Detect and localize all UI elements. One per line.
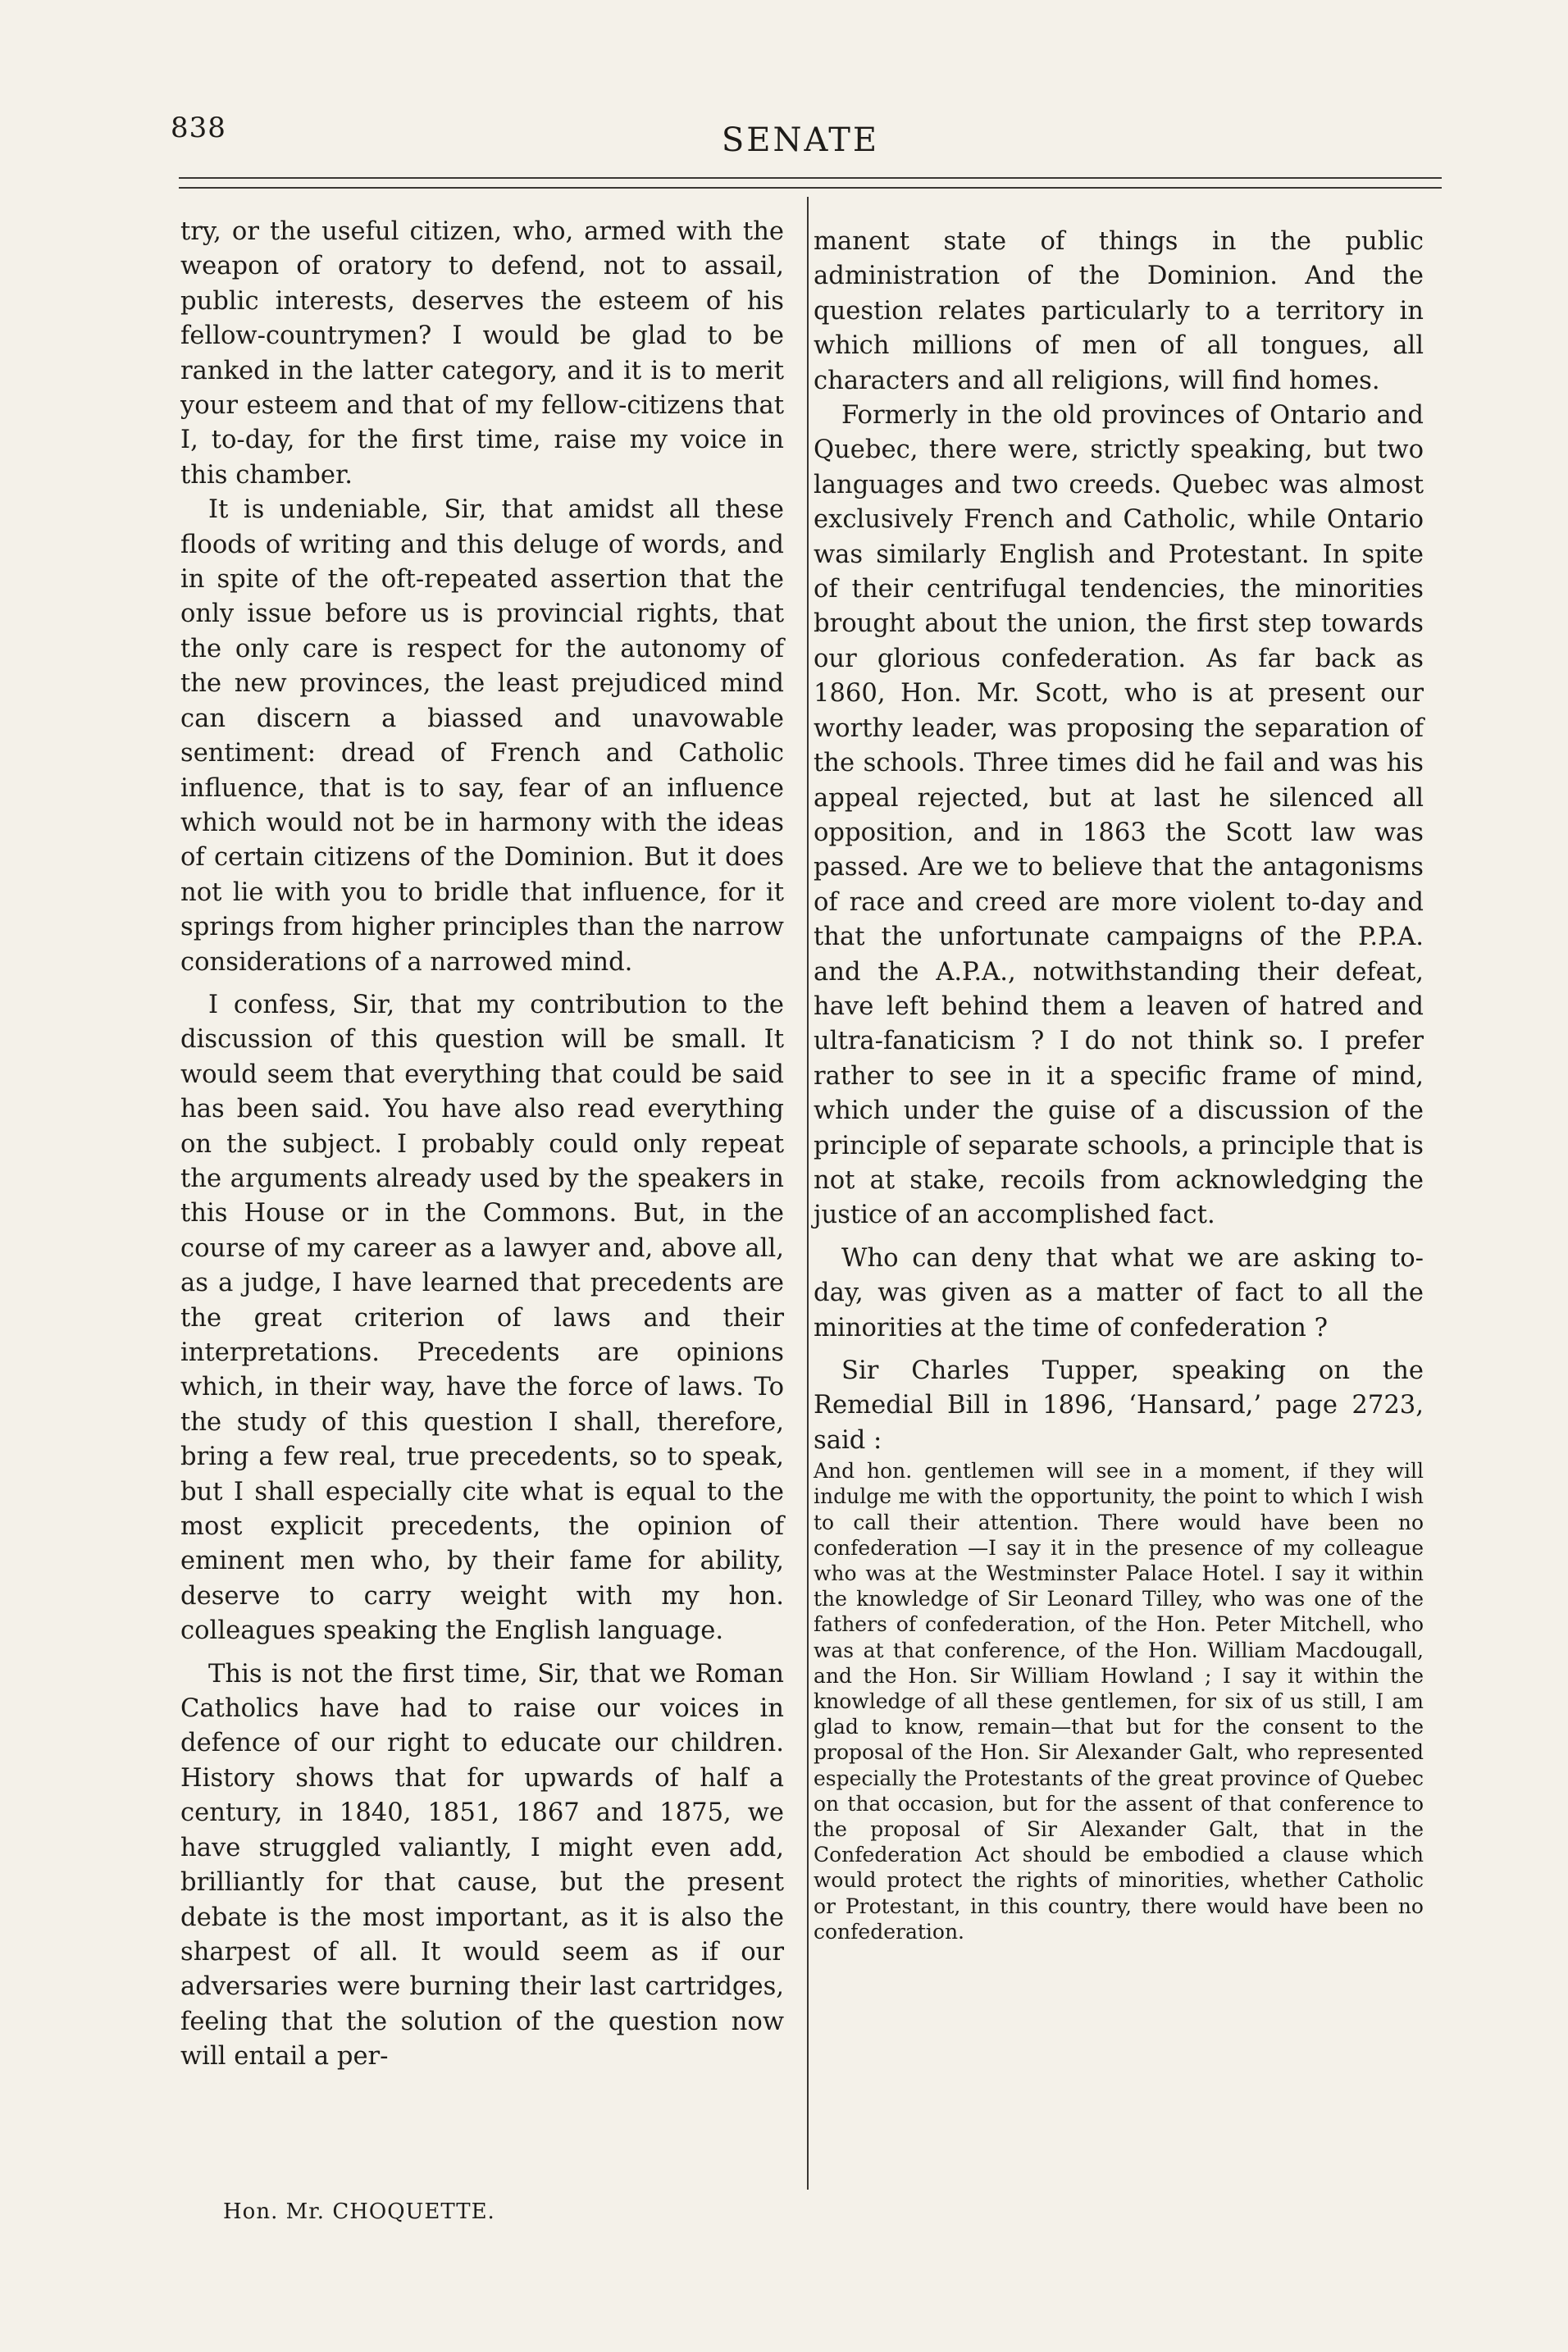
header-rule-top: [179, 177, 1442, 179]
running-head: SENATE: [721, 121, 880, 159]
block-quote: And hon. gentlemen will see in a moment, if they will indulge me with the opportunity, the point to which I wish to call their attention. There would have been no confederation —I say it in the presence of my colleague who was at the Westminster Palace Hotel. I say it within the knowledge of Sir Leonard Tilley, who was one of the fathers of confederation, of the Hon. Peter Mitchell, who was at that conference, of the Hon. William Macdougall, and the Hon. Sir William Howland ; I say it within the knowledge of all these gentlemen, for six of us still, I am glad to know, remain—that but for the consent to the proposal of the Hon. Sir Alexander Galt, who represented especially the Protestants of the great province of Quebec on that occasion, but for the assent of that conference to the proposal of Sir Alexander Galt, that in the Confederation Act should be embodied a clause which would protect the rights of minorities, whether Catholic or Protestant, in this country, there would have been no confederation.: [814, 1459, 1424, 1944]
page-number: 838: [171, 112, 226, 144]
column-divider: [807, 197, 809, 2190]
left-column: [180, 215, 784, 2075]
right-column: [814, 225, 1424, 1944]
speaker-signature: Hon. Mr. CHOQUETTE.: [223, 2199, 495, 2224]
left-paragraph-1: try, or the useful citizen, who, armed with the weapon of oratory to defend, not to assail, public interests, deserves the esteem of his fellow-countrymen? I would be glad to be ranked in the latter category, and it is to merit your esteem and that of my fellow-citizens that I, to-day, for the first time, raise my voice in this chamber.: [180, 217, 784, 490]
right-paragraph-1: manent state of things in the public administration of the Dominion. And the question relates particularly to a territory in which millions of men of all tongues, all characters and all religions, will find homes.: [814, 227, 1424, 395]
header-rule-bottom: [179, 187, 1442, 189]
left-paragraph-2: It is undeniable, Sir, that amidst all these floods of writing and this deluge of words, and in spite of the oft-repeated assertion that the only issue before us is provincial rights, that the only care is respect for the autonomy of the new provinces, the least prejudiced mind can discern a biassed and unavowable sentiment: dread of French and Catholic influence, that is to say, fear of an influence which would not be in harmony with the ideas of certain citizens of the Dominion. But it does not lie with you to bridle that influence, for it springs from higher principles than the narrow considerations of a narrowed mind.: [180, 495, 784, 977]
left-paragraph-3: I confess, Sir, that my contribution to the discussion of this question will be small. It would seem that everything that could be said has been said. You have also read everything on the subject. I probably could only repeat the arguments already used by the speakers in this House or in the Commons. But, in the course of my career as a lawyer and, above all, as a judge, I have learned that precedents are the great criterion of laws and their interpretations. Precedents are opinions which, in their way, have the force of laws. To the study of this question I shall, therefore, bring a few real, true precedents, so to speak, but I shall especially cite what is equal to the most explicit precedents, the opinion of eminent men who, by their fame for ability, deserve to carry weight with my hon. colleagues speaking the English language.: [180, 990, 784, 1646]
right-paragraph-2: Formerly in the old provinces of Ontario and Quebec, there were, strictly speaking, but two languages and two creeds. Quebec was almost exclusively French and Catholic, while Ontario was similarly English and Protestant. In spite of their centrifugal tendencies, the minorities brought about the union, the first step towards our glorious confederation. As far back as 1860, Hon. Mr. Scott, who is at present our worthy leader, was proposing the separation of the schools. Three times did he fail and was his appeal rejected, but at last he silenced all opposition, and in 1863 the Scott law was passed. Are we to believe that the antagonisms of race and creed are more violent to-day and that the unfortunate campaigns of the P.P.A. and the A.P.A., notwithstanding their defeat, have left behind them a leaven of hatred and ultra-fanaticism ? I do not think so. I prefer rather to see in it a specific frame of mind, which under the guise of a discussion of the principle of separate schools, a principle that is not at stake, recoils from acknowledging the justice of an accomplished fact.: [814, 401, 1424, 1230]
right-paragraph-4: Sir Charles Tupper, speaking on the Remedial Bill in 1896, ‘Hansard,’ page 2723, said :: [814, 1356, 1424, 1455]
left-paragraph-4: This is not the first time, Sir, that we Roman Catholics have had to raise our voices in defence of our right to educate our children. History shows that for upwards of half a century, in 1840, 1851, 1867 and 1875, we have struggled valiantly, I might even add, brilliantly for that cause, but the present debate is the most important, as it is also the sharpest of all. It would seem as if our adversaries were burning their last cartridges, feeling that the solution of the question now will entail a per-: [180, 1659, 784, 2072]
right-paragraph-3: Who can deny that what we are asking to-day, was given as a matter of fact to all the minorities at the time of confederation ?: [814, 1243, 1424, 1342]
